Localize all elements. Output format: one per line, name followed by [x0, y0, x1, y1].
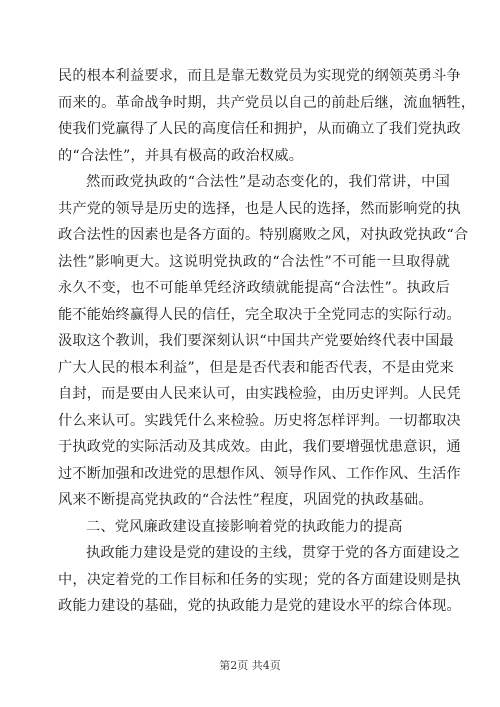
text-line: 民的根本利益要求，而且是靠无数党员为实现党的纲领英勇斗争 [58, 68, 461, 84]
text-line: 使我们党赢得了人民的高度信任和拥护，从而确立了我们党执政 [58, 121, 461, 137]
text-line: 而来的。革命战争时期，共产党员以自己的前赴后继，流血牺牲， [58, 94, 476, 111]
text-line: 的“合法性”，并具有极高的政治权威。 [58, 147, 304, 164]
body-text [58, 63, 476, 620]
text-line: 自封，而是要由人民来认可，由实践检验，由历史评判。人民凭 [58, 386, 461, 402]
text-line: 然而政党执政的“合法性”是动态变化的，我们常讲，中国 [86, 174, 450, 190]
text-line: 中，决定着党的工作目标和任务的实现；党的各方面建设则是执 [58, 571, 461, 588]
text-line: 政能力建设的基础，党的执政能力是党的建设水平的综合体现。 [58, 598, 461, 614]
text-line: 风来不断提高党执政的“合法性”程度，巩固党的执政基础。 [58, 492, 433, 508]
page-footer: 第2页 共4页 [219, 659, 281, 672]
text-line: 法性”影响更大。这说明党执政的“合法性”不可能一旦取得就 [58, 253, 450, 270]
text-line: 于执政党的实际活动及其成效。由此，我们要增强忧患意识，通 [58, 439, 461, 455]
text-line: 什么来认可。实践凭什么来检验。历史将怎样评判。一切都取决 [58, 412, 461, 429]
text-line: 永久不变，也不可能单凭经济政绩就能提高“合法性”。执政后 [58, 280, 450, 296]
text-line: 汲取这个教训，我们要深刻认识“中国共产党要始终代表中国最 [58, 333, 454, 349]
text-line: 政合法性的因素也是各方面的。特别腐败之风，对执政党执政“合 [58, 227, 469, 243]
text-line: 执政能力建设是党的建设的主线，贯穿于党的各方面建设之 [86, 545, 461, 561]
text-line: 能不能始终赢得人民的信任，完全取决于全党同志的实际行动。 [58, 306, 461, 323]
text-line: 广大人民的根本利益”，但是是否代表和能否代表，不是由党来 [58, 359, 454, 376]
text-line: 过不断加强和改进党的思想作风、领导作风、工作作风、生活作 [58, 465, 461, 482]
text-line: 共产党的领导是历史的选择，也是人民的选择，然而影响党的执 [58, 200, 461, 217]
text-line: 二、党风廉政建设直接影响着党的执政能力的提高 [86, 518, 403, 535]
